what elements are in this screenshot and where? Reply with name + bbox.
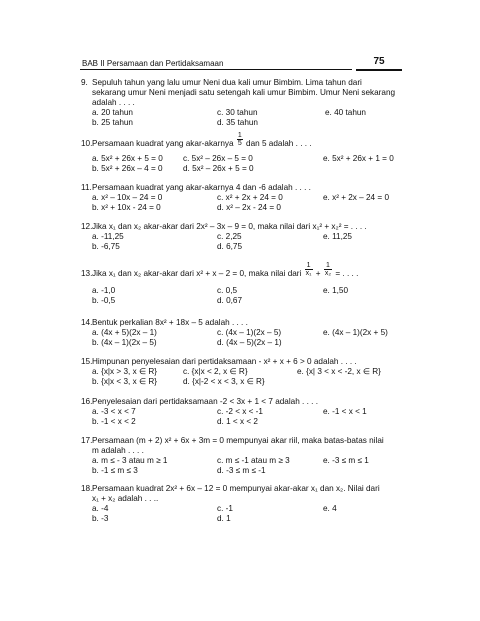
question-number: 10. — [81, 139, 93, 148]
option-b: b. 25 tahun — [92, 118, 133, 127]
fraction-denominator: 5 — [237, 140, 242, 148]
option-d: d. 5x² – 26x + 5 = 0 — [183, 164, 254, 173]
question-17 — [81, 437, 411, 477]
option-d: d. -3 ≤ m ≤ -1 — [217, 466, 266, 475]
question-number: 14. — [81, 318, 93, 327]
question-text: m adalah . . . . — [92, 446, 144, 455]
plus-sign: + — [315, 269, 321, 278]
option-b: b. -1 < x < 2 — [92, 417, 136, 426]
option-a: a. 5x² + 26x + 5 = 0 — [92, 154, 163, 163]
fraction-numerator: 1 — [324, 262, 332, 270]
question-9 — [81, 79, 411, 129]
question-text: sekarang umur Neni menjadi satu setengah kali umur Bimbim. Umur Neni sekarang — [92, 88, 396, 97]
question-text-post: = . . . . — [335, 269, 359, 278]
option-c: c. -2 < x < -1 — [217, 407, 263, 416]
question-text — [92, 132, 312, 148]
question-text-pre: Persamaan kuadrat yang akar-akarnya — [92, 139, 234, 148]
question-13 — [81, 263, 411, 307]
question-text — [92, 262, 359, 278]
question-text: Persamaan kuadrat yang akar-akarnya 4 dan -6 adalah . . . . — [92, 183, 311, 192]
option-d: d. 0,67 — [217, 296, 243, 305]
option-d: d. 6,75 — [217, 242, 243, 251]
option-a: a. x² – 10x – 24 = 0 — [92, 193, 163, 202]
question-text: Himpunan penyelesaian dari pertidaksamaan - x² + x + 6 > 0 adalah . . . . — [92, 357, 357, 366]
option-e: e. x² + 2x – 24 = 0 — [323, 193, 389, 202]
option-d: d. {x|-2 < x < 3, x ∈ R} — [183, 377, 265, 386]
option-c: c. {x|x < 2, x ∈ R} — [183, 367, 248, 376]
question-14 — [81, 319, 411, 349]
option-c: c. 2,25 — [217, 232, 242, 241]
option-d: d. (4x – 5)(2x – 1) — [217, 338, 282, 347]
fraction-numerator: 1 — [237, 132, 242, 140]
question-text: Bentuk perkalian 8x² + 18x – 5 adalah . . . . — [92, 318, 248, 327]
option-a: a. -4 — [92, 504, 109, 513]
option-c: c. 0,5 — [217, 286, 238, 295]
option-c: c. x² + 2x + 24 = 0 — [217, 193, 283, 202]
question-11 — [81, 184, 411, 214]
option-c: c. (4x – 1)(2x – 5) — [217, 328, 282, 337]
option-c: c. m ≤ -1 atau m ≥ 3 — [217, 456, 290, 465]
option-b: b. -1 ≤ m ≤ 3 — [92, 466, 138, 475]
question-18 — [81, 485, 411, 525]
option-a: a. -1,0 — [92, 286, 116, 295]
option-e: e. (4x – 1)(2x + 5) — [323, 328, 388, 337]
question-number: 16. — [81, 397, 93, 406]
question-number: 15. — [81, 357, 93, 366]
question-number: 9. — [81, 78, 88, 87]
option-d: d. 1 — [217, 514, 231, 523]
option-e: e. -3 ≤ m ≤ 1 — [323, 456, 369, 465]
option-e: e. {x| 3 < x < -2, x ∈ R} — [297, 367, 381, 376]
question-16 — [81, 398, 411, 428]
page-header — [80, 57, 402, 71]
option-b: b. -0,5 — [92, 296, 116, 305]
option-e: e. 11,25 — [323, 232, 352, 241]
question-number: 17. — [81, 436, 93, 445]
option-a: a. 20 tahun — [92, 108, 133, 117]
fraction-denominator: x₂ — [324, 270, 332, 278]
question-15 — [81, 358, 411, 388]
page-number: 75 — [356, 57, 402, 71]
fraction — [324, 262, 332, 277]
option-b: b. {x|x < 3, x ∈ R} — [92, 377, 158, 386]
question-number: 11. — [81, 183, 92, 192]
option-c: c. -1 — [217, 504, 233, 513]
fraction — [237, 132, 243, 147]
question-text-pre: Jika x₁ dan x₂ akar-akar dari x² + x – 2 = 0, maka nilai dari — [92, 269, 302, 278]
question-text-post: dan 5 adalah . . . . — [246, 139, 312, 148]
question-number: 18. — [81, 484, 93, 493]
fraction-numerator: 1 — [306, 262, 311, 270]
question-text: Jika x₁ dan x₂ akar-akar dari 2x² – 3x – 9 = 0, maka nilai dari x₁² + x₂² = . . . . — [92, 222, 367, 231]
option-b: b. -3 — [92, 514, 109, 523]
chapter-title: BAB II Persamaan dan Pertidaksamaan — [82, 59, 224, 68]
option-c: c. 30 tahun — [217, 108, 258, 117]
option-e: e. 4 — [323, 504, 337, 513]
option-d: d. 35 tahun — [217, 118, 258, 127]
question-number: 13. — [81, 269, 93, 278]
fraction — [305, 262, 313, 277]
option-d: d. x² – 2x - 24 = 0 — [217, 203, 281, 212]
option-b: b. (4x – 1)(2x – 5) — [92, 338, 157, 347]
option-a: a. -3 < x < 7 — [92, 407, 136, 416]
option-d: d. 1 < x < 2 — [217, 417, 258, 426]
question-number: 12. — [81, 222, 93, 231]
question-12 — [81, 223, 411, 253]
option-e: e. 1,50 — [323, 286, 349, 295]
option-b: b. -6,75 — [92, 242, 120, 251]
question-text: adalah . . . . — [92, 98, 135, 107]
question-text: x₁ + x₂ adalah . . .. — [92, 494, 159, 503]
option-e: e. 5x² + 26x + 1 = 0 — [323, 154, 394, 163]
option-a: a. (4x + 5)(2x – 1) — [92, 328, 157, 337]
question-text: Persamaan kuadrat 2x² + 6x – 12 = 0 mempunyai akar-akar x₁ dan x₂. Nilai dari — [92, 484, 380, 493]
question-text: Persamaan (m + 2) x² + 6x + 3m = 0 mempunyai akar riil, maka batas-batas nilai — [92, 436, 384, 445]
option-b: b. 5x² + 26x – 4 = 0 — [92, 164, 163, 173]
question-10 — [81, 133, 411, 175]
option-c: c. 5x² – 26x – 5 = 0 — [183, 154, 253, 163]
header-rule — [80, 69, 352, 70]
option-a: a. -11,25 — [92, 232, 124, 241]
option-b: b. x² + 10x - 24 = 0 — [92, 203, 161, 212]
option-e: e. 40 tahun — [325, 108, 366, 117]
question-text: Penyelesaian dari pertidaksamaan -2 < 3x + 1 < 7 adalah . . . . — [92, 397, 318, 406]
question-text: Sepuluh tahun yang lalu umur Neni dua kali umur Bimbim. Lima tahun dari — [92, 78, 362, 87]
option-a: a. {x|x > 3, x ∈ R} — [92, 367, 158, 376]
fraction-denominator: x₁ — [305, 270, 312, 278]
option-e: e. -1 < x < 1 — [323, 407, 367, 416]
option-a: a. m ≤ - 3 atau m ≥ 1 — [92, 456, 168, 465]
